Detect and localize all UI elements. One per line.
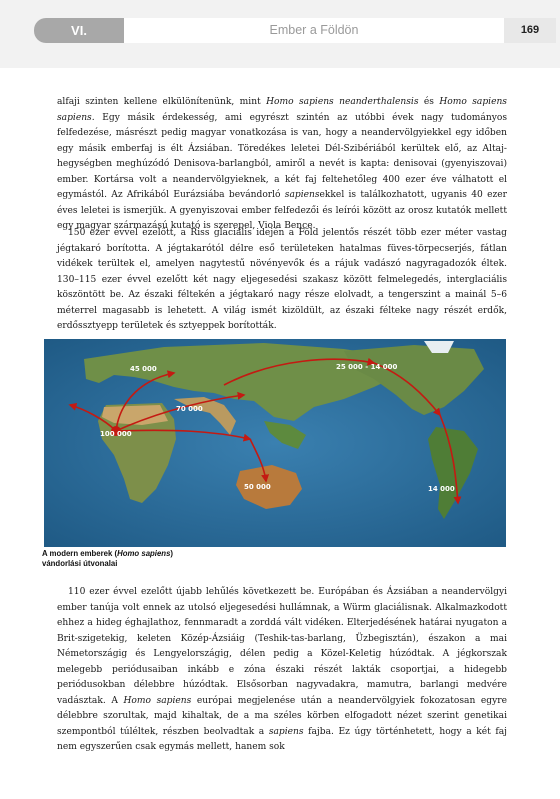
label-45000: 45 000: [130, 365, 157, 373]
map-caption: A modern emberek (Homo sapiens) vándorlási útvonalai: [42, 549, 174, 568]
migration-map: [44, 339, 506, 547]
label-14000: 14 000: [428, 485, 455, 493]
label-25000-14000: 25 000 - 14 000: [336, 363, 398, 371]
label-100000: 100 000: [100, 430, 132, 438]
running-title: Ember a Földön: [124, 18, 504, 43]
label-70000: 70 000: [176, 405, 203, 413]
chapter-number: VI.: [34, 18, 124, 43]
label-50000: 50 000: [244, 483, 271, 491]
paragraph-wurm-glacial: 110 ezer évvel ezelőtt újabb lehűlés következett be. Európában és Ázsiában a neandervölgyi ember tanúja volt ennek az utolsó eljegesedési hullámnak, a Würm glaciálisnak. Alkalmazkodott ehhez a hideg éghajlathoz, fennmaradt a zorddá vált vidéken. Elterjedésének határai nyugaton a Brit-szigetekig, keleten Közép-Ázsiáig (Teshik-tas-barlang, Üzbegisztán), északon a mai Németországig és Lengyelországig, délen pedig a Közel-Keletig húzódtak. A jégkorszak melegebb periódusaiban inkább e zóna északi részét lakták csoportjai, a hidegebb periódusokban délebbre húzódtak. Elsősorban nagyvadakra, mamutra, barlangi medvére vadásztak. A Homo sapiens európai megjelenése után a neandervölgyiek fokozatosan egyre délebbre szorultak, majd kihaltak, de a ma széles körben elfogadott nézet szerint genetikai szempontból túléltek, részben beolvadtak a sapiens fajba. Ez úgy történhetett, hogy a két faj nem egyszerűen csak egymás mellett, hanem sok: [57, 587, 507, 752]
page-header: [0, 0, 560, 68]
page-number: 169: [504, 18, 556, 43]
paragraph-riss-glacial: 150 ezer évvel ezelőtt, a Riss glaciális idején a Föld jelentős részét több ezer méter vastag jégtakaró borította. A jégtakarótól délre eső területeken hatalmas füves-törpecserjés, fátlan vidékek terültek el, amelyen nagytestű növényevők és a rájuk vadászó nagyragadozók éltek. 130–115 ezer évvel ezelőtt két nagy eljegesedési szakasz között felmelegedés, interglaciális köszöntött be. Az északi féltekén a jégtakaró nagy része elolvadt, a tengerszint a mainál 5–6 méterrel magasabb is lehetett. A világ ismét kizöldült, az északi félteke nagy részét erdők, erdőssztyepp területek és sztyeppek borították.: [57, 228, 507, 331]
paragraph-neanderthal-denisovan: alfaji szinten kellene elkülönítenünk, mint Homo sapiens neanderthalensis és Homo sapiens sapiens. Egy másik érdekesség, ami egyrészt szintén az utóbbi évek nagy tudományos felfedezése, másrészt pedig magyar vonatkozása is van, hogy a neandervölgyiekkel egy időben egy másik emberfaj is élt Ázsiában. Töredékes leletei Dél-Szibériából kerültek elő, az Altaj-hegységben meghúzódó Denisova-barlangból, amiről a nevét is kapta: denisovai (gyenyiszovai) ember. Kortársa volt a neandervölgyieknek, a két faj feltehetőleg 400 ezer éve válhatott el egymástól. Az Afrikából Eurázsiába bevándorló sapiensekkel is találkozhatott, ugyanis 40 ezer éves leletei is ismerjük. A gyenyiszovai ember felfedezői és leírói között az orosz kutatók mellett egy magyar származású kutató is szerepel, Viola Bence.: [57, 97, 507, 231]
